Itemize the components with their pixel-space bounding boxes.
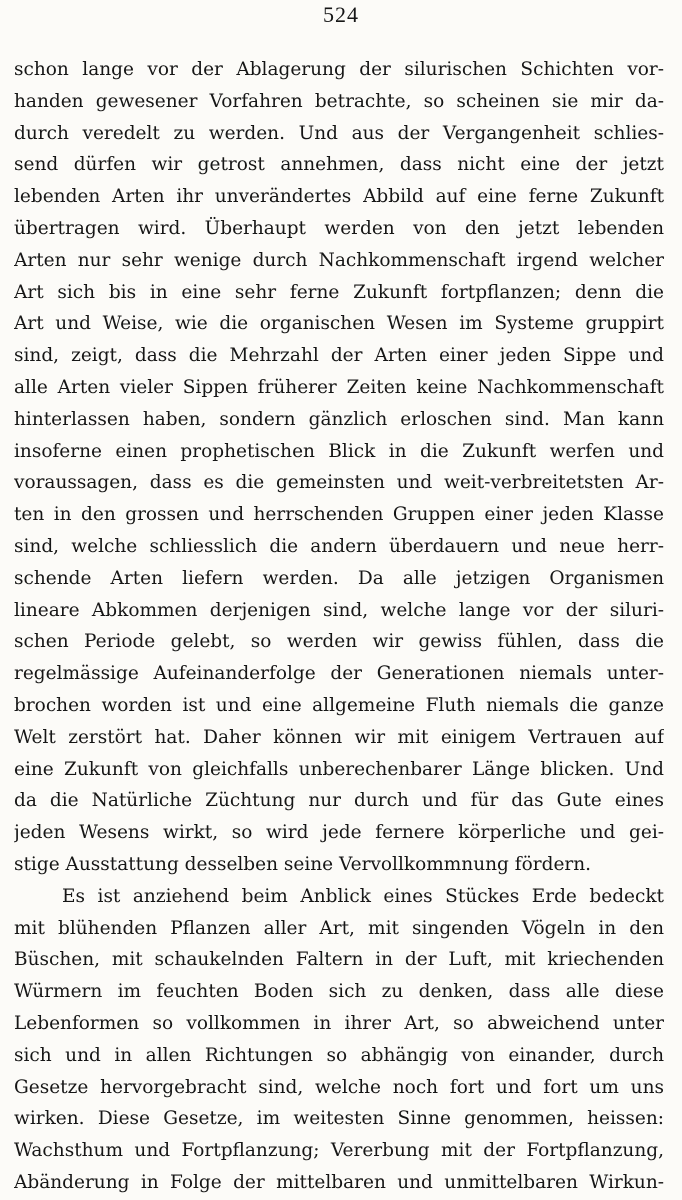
text-line: alle Arten vieler Sippen früherer Zeiten keine Nachkommenschaft <box>14 376 664 398</box>
text-line: Abänderung in Folge der mittelbaren und unmittelbaren Wirkun- <box>14 1171 664 1193</box>
text-line: sind, zeigt, dass die Mehrzahl der Arten einer jeden Sippe und <box>14 345 664 367</box>
text-line: lebenden Arten ihr unverändertes Abbild auf eine ferne Zukunft <box>14 186 664 208</box>
page-number: 524 <box>323 2 359 27</box>
text-line: regelmässige Aufeinanderfolge der Generationen niemals unter- <box>14 663 664 685</box>
text-line: Würmern im feuchten Boden sich zu denken, dass alle diese <box>14 981 664 1003</box>
text-line: Wachsthum und Fortpflanzung; Vererbung mit der Fortpflanzung, <box>14 1140 664 1162</box>
text-line: übertragen wird. Überhaupt werden von den jetzt lebenden <box>14 217 664 239</box>
text-line: insoferne einen prophetischen Blick in die Zukunft werfen und <box>14 440 664 462</box>
text-line: handen gewesener Vorfahren betrachte, so scheinen sie mir da- <box>14 90 664 112</box>
text-line: brochen worden ist und eine allgemeine Fluth niemals die ganze <box>14 694 664 716</box>
text-line: schon lange vor der Ablagerung der silurischen Schichten vor- <box>14 59 664 80</box>
text-line: mit blühenden Pflanzen aller Art, mit singenden Vögeln in den <box>14 917 664 939</box>
text-line: durch veredelt zu werden. Und aus der Vergangenheit schlies- <box>14 122 664 144</box>
text-line: wirken. Diese Gesetze, im weitesten Sinne genommen, heissen: <box>14 1108 664 1130</box>
paragraph-start-line: Es ist anziehend beim Anblick eines Stückes Erde bedeckt <box>62 885 664 907</box>
text-line: Welt zerstört hat. Daher können wir mit einigem Vertrauen auf <box>14 726 664 748</box>
text-line: sich und in allen Richtungen so abhängig von einander, durch <box>14 1044 664 1066</box>
text-line: jeden Wesens wirkt, so wird jede fernere körperliche und gei- <box>14 822 664 844</box>
body-text <box>14 54 664 1199</box>
text-line: ten in den grossen und herrschenden Gruppen einer jeden Klasse <box>14 504 664 526</box>
text-line: eine Zukunft von gleichfalls unberechenbarer Länge blicken. Und <box>14 758 664 780</box>
text-line: send dürfen wir getrost annehmen, dass nicht eine der jetzt <box>14 154 664 176</box>
paragraph-end-line: stige Ausstattung desselben seine Vervollkommnung fördern. <box>14 853 592 875</box>
text-line: voraussagen, dass es die gemeinsten und weit-verbreitetsten Ar- <box>14 472 664 494</box>
text-line: Büschen, mit schaukelnden Faltern in der Luft, mit kriechenden <box>14 949 664 971</box>
text-line: Arten nur sehr wenige durch Nachkommenschaft irgend welcher <box>14 249 664 271</box>
text-line: Art sich bis in eine sehr ferne Zukunft fortpflanzen; denn die <box>14 281 664 303</box>
text-line: hinterlassen haben, sondern gänzlich erloschen sind. Man kann <box>14 408 664 430</box>
text-line: schen Periode gelebt, so werden wir gewiss fühlen, dass die <box>14 631 664 653</box>
text-line: Art und Weise, wie die organischen Wesen im Systeme gruppirt <box>14 313 664 335</box>
text-line: lineare Abkommen derjenigen sind, welche lange vor der siluri- <box>14 599 664 621</box>
text-line: sind, welche schliesslich die andern überdauern und neue herr- <box>14 535 664 557</box>
text-line: schende Arten liefern werden. Da alle jetzigen Organismen <box>14 567 664 589</box>
text-line: Gesetze hervorgebracht sind, welche noch fort und fort um uns <box>14 1076 664 1098</box>
text-line: da die Natürliche Züchtung nur durch und für das Gute eines <box>14 790 664 812</box>
text-line: Lebenformen so vollkommen in ihrer Art, so abweichend unter <box>14 1012 664 1034</box>
